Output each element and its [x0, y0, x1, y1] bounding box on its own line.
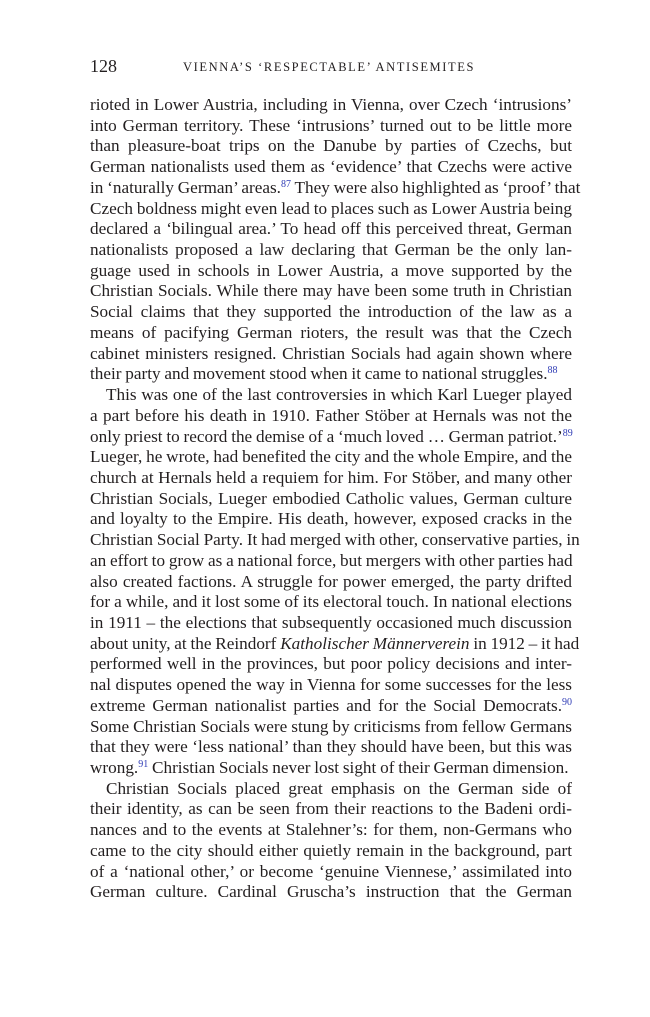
text-run: their party and movement stood when it came to national struggles.	[90, 364, 548, 384]
text-run: their identity, as can be seen from their reactions to the Badeni ordi-	[90, 799, 572, 819]
text-line	[90, 447, 572, 468]
text-run: only priest to record the demise of a ‘much loved … German patriot.’	[90, 426, 563, 446]
text-run: nationalists proposed a law declaring that German be the only lan-	[90, 240, 572, 260]
text-run: about unity, at the Reindorf	[90, 633, 281, 653]
text-line	[90, 385, 572, 406]
text-line	[90, 737, 572, 758]
text-run: in 1912 – it had	[469, 633, 580, 653]
text-run: wrong.	[90, 758, 139, 777]
text-run: nances and to the events at Stalehner’s: for them, non-Germans who	[90, 820, 572, 840]
text-run: extreme German nationalist parties and for the Social Democrats.	[90, 695, 562, 715]
text-line	[90, 654, 572, 675]
text-run: German nationalists used them as ‘evidence’ that Czechs were active	[90, 157, 572, 177]
text-line	[90, 323, 572, 344]
text-run: Christian Socials placed great emphasis on the German side of	[106, 778, 572, 798]
footnote-ref[interactable]: 90	[562, 696, 572, 708]
text-run: Czech boldness might even lead to places such as Lower Austria being	[90, 198, 572, 218]
text-run: church at Hernals held a requiem for him. For Stöber, and many other	[90, 467, 572, 487]
text-run: and loyalty to the Empire. His death, however, exposed cracks in the	[90, 509, 572, 529]
text-run: came to the city should either quietly remain in the background, part	[90, 840, 572, 860]
text-line	[90, 406, 572, 427]
text-run: a part before his death in 1910. Father Stöber at Hernals was not the	[90, 405, 572, 425]
text-line	[90, 572, 572, 593]
text-line	[90, 219, 572, 240]
text-run: than pleasure-boat trips on the Danube by parties of Czechs, but	[90, 136, 572, 156]
text-line	[90, 758, 572, 779]
text-line	[90, 344, 572, 365]
text-line	[90, 696, 572, 717]
text-run: for a while, and it lost some of its electoral touch. In national elections	[90, 592, 572, 612]
text-run: that they were ‘less national’ than they should have been, but this was	[90, 737, 572, 757]
text-run: Social claims that they supported the introduction of the law as a	[90, 302, 572, 322]
italic-text: Katholischer Männerverein	[280, 633, 470, 653]
text-run: Christian Social Party. It had merged with other, conservative parties, in	[90, 530, 580, 550]
footnote-ref[interactable]: 91	[138, 759, 149, 770]
text-line	[90, 799, 572, 820]
text-line	[90, 261, 572, 282]
running-head	[90, 54, 572, 78]
page-number: 128	[90, 56, 117, 76]
text-line	[90, 302, 572, 323]
text-run: nal disputes opened the way in Vienna for some successes for the less	[90, 675, 572, 695]
text-line	[90, 489, 572, 510]
text-line	[90, 177, 581, 199]
text-line	[90, 820, 572, 841]
text-run: cabinet ministers resigned. Christian Socials had again shown where	[90, 343, 572, 363]
text-line	[90, 841, 572, 862]
text-line	[90, 157, 572, 178]
text-line	[90, 675, 572, 696]
text-line	[90, 199, 572, 220]
text-run: Lueger, he wrote, had benefited the city and the whole Empire, and the	[90, 447, 572, 467]
text-line	[90, 882, 572, 903]
text-line	[90, 136, 572, 157]
text-run: This was one of the last controversies in which Karl Lueger played	[106, 385, 572, 405]
text-run: Christian Socials, Lueger embodied Catholic values, German culture	[90, 488, 572, 508]
running-title: VIENNA’S ‘RESPECTABLE’ ANTISEMITES	[183, 60, 476, 74]
footnote-ref[interactable]: 89	[562, 427, 573, 439]
text-line	[90, 717, 572, 738]
text-run: Christian Socials never lost sight of their German dimension.	[148, 758, 569, 777]
text-line	[90, 530, 580, 551]
text-run: of a ‘national other,’ or become ‘genuine Viennese,’ assimilated into	[90, 861, 572, 881]
text-run: means of pacifying German rioters, the result was that the Czech	[90, 322, 572, 342]
text-line	[90, 116, 572, 137]
text-run: guage used in schools in Lower Austria, a move supported by the	[90, 260, 572, 280]
text-run: into German territory. These ‘intrusions’ turned out to be little more	[90, 115, 572, 135]
text-run: performed well in the provinces, but poor policy decisions and inter-	[90, 654, 572, 674]
text-line	[90, 364, 572, 385]
footnote-ref[interactable]: 88	[547, 365, 558, 377]
text-line	[90, 281, 572, 302]
text-run: in 1911 – the elections that subsequently occasioned much discussion	[90, 612, 572, 632]
text-line	[90, 509, 572, 530]
text-line	[90, 613, 572, 634]
text-line	[90, 862, 572, 883]
text-run: declared a ‘bilingual area.’ To head off this perceived threat, German	[90, 219, 572, 239]
text-line	[90, 633, 580, 655]
text-line	[90, 95, 572, 116]
text-line	[90, 427, 572, 448]
text-line	[90, 240, 572, 261]
text-run: an effort to grow as a national force, but mergers with other parties had	[90, 550, 573, 570]
text-run: in ‘naturally German’ areas.	[90, 177, 281, 197]
text-run: They were also highlighted as ‘proof’ that	[290, 177, 581, 197]
body-text	[90, 95, 581, 903]
text-line	[90, 468, 572, 489]
text-run: also created factions. A struggle for power emerged, the party drifted	[90, 571, 572, 591]
text-run: Christian Socials. While there may have been some truth in Christian	[90, 281, 572, 301]
text-run: rioted in Lower Austria, including in Vienna, over Czech ‘intrusions’	[90, 95, 572, 114]
footnote-ref[interactable]: 87	[280, 178, 291, 190]
text-line	[90, 779, 572, 800]
text-line	[90, 551, 572, 572]
text-line	[90, 592, 572, 613]
text-run: German culture. Cardinal Gruscha’s instruction that the German	[90, 882, 572, 902]
text-run: Some Christian Socials were stung by criticisms from fellow Germans	[90, 716, 572, 736]
